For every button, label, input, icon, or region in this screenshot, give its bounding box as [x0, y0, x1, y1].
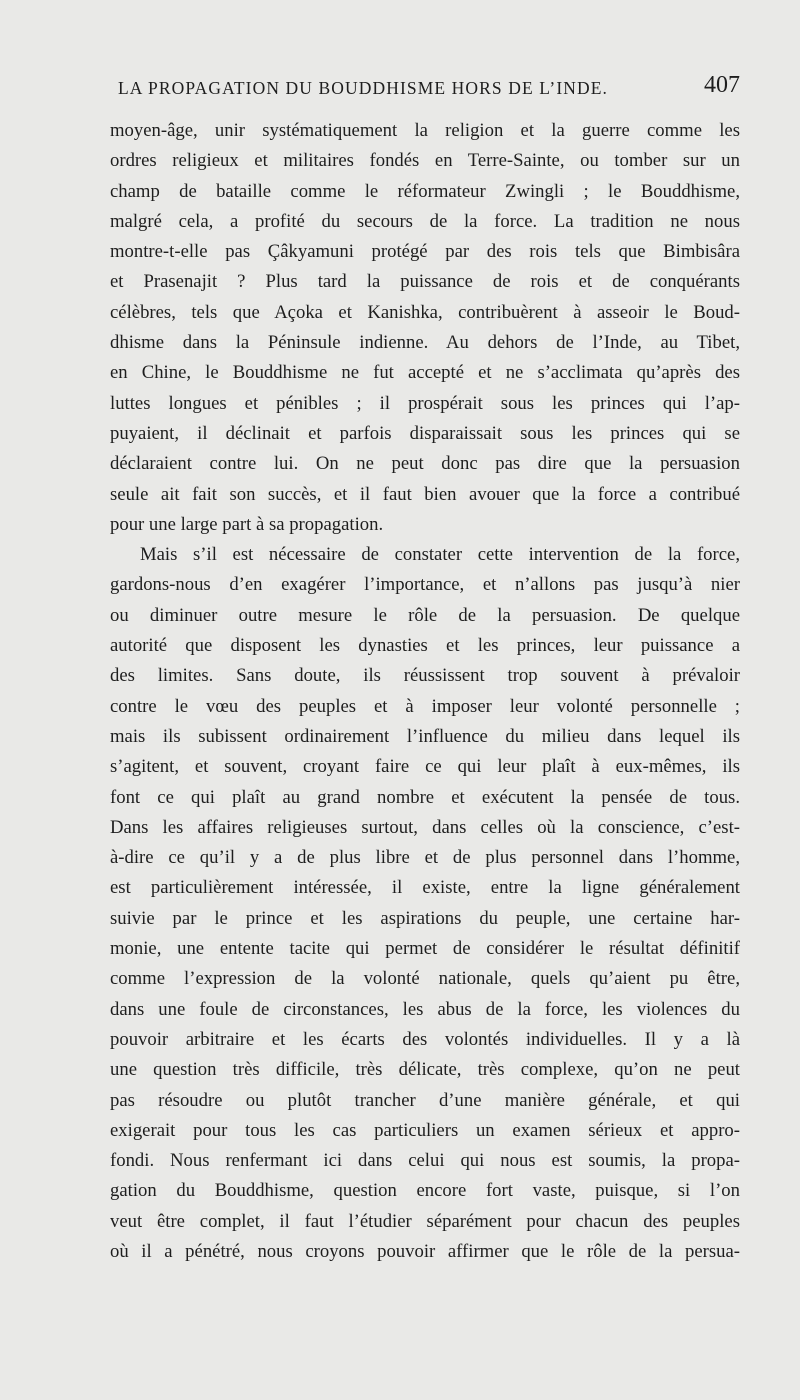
text-line: contre le vœu des peuples et à imposer leur volonté personnelle ; [110, 695, 740, 717]
body-text [110, 116, 740, 1267]
text-line: pour une large part à sa propagation. [110, 513, 384, 535]
text-line: font ce qui plaît au grand nombre et exécutent la pensée de tous. [110, 786, 740, 808]
text-line: suivie par le prince et les aspirations du peuple, une certaine har- [110, 907, 740, 929]
text-line: exigerait pour tous les cas particuliers un examen sérieux et appro- [110, 1119, 740, 1141]
text-line: montre-t-elle pas Çâkyamuni protégé par des rois tels que Bimbisâra [110, 241, 740, 263]
text-line: moyen-âge, unir systématiquement la religion et la guerre comme les [110, 120, 740, 141]
text-line: pouvoir arbitraire et les écarts des volontés individuelles. Il y a là [110, 1028, 740, 1050]
text-line: malgré cela, a profité du secours de la force. La tradition ne nous [110, 210, 740, 232]
text-line: déclaraient contre lui. On ne peut donc pas dire que la persuasion [110, 453, 740, 475]
text-line: est particulièrement intéressée, il existe, entre la ligne généralement [110, 877, 740, 899]
text-line: dans une foule de circonstances, les abus de la force, les violences du [110, 998, 740, 1020]
text-line: pas résoudre ou plutôt trancher d’une manière générale, et qui [110, 1089, 740, 1111]
text-line: gation du Bouddhisme, question encore fort vaste, puisque, si l’on [110, 1180, 740, 1202]
text-line: ordres religieux et militaires fondés en Terre-Sainte, ou tomber sur un [110, 150, 740, 172]
text-line: fondi. Nous renfermant ici dans celui qui nous est soumis, la propa- [110, 1150, 740, 1172]
text-line: comme l’expression de la volonté nationale, quels qu’aient pu être, [110, 968, 740, 990]
running-head: LA PROPAGATION DU BOUDDHISME HORS DE L’INDE. [118, 78, 608, 98]
text-line: seule ait fait son succès, et il faut bien avouer que la force a contribué [110, 483, 740, 505]
text-line: s’agitent, et souvent, croyant faire ce qui leur plaît à eux-mêmes, ils [110, 756, 740, 778]
text-line: ou diminuer outre mesure le rôle de la persuasion. De quelque [110, 604, 740, 626]
text-line: et Prasenajit ? Plus tard la puissance de rois et de conquérants [110, 271, 740, 293]
text-line: veut être complet, il faut l’étudier séparément pour chacun des peuples [110, 1210, 740, 1232]
text-line: autorité que disposent les dynasties et les princes, leur puissance a [110, 635, 740, 657]
text-line: où il a pénétré, nous croyons pouvoir affirmer que le rôle de la persua- [110, 1240, 740, 1262]
text-line: à-dire ce qu’il y a de plus libre et de plus personnel dans l’homme, [110, 847, 740, 869]
page-header [110, 72, 740, 108]
text-line: en Chine, le Bouddhisme ne fut accepté et ne s’acclimata qu’après des [110, 362, 740, 384]
text-line: luttes longues et pénibles ; il prospérait sous les princes qui l’ap- [110, 392, 740, 414]
paragraph-first-line: Mais s’il est nécessaire de constater cette intervention de la force, [140, 544, 740, 566]
text-line: une question très difficile, très délicate, très complexe, qu’on ne peut [110, 1059, 740, 1081]
text-line: monie, une entente tacite qui permet de considérer le résultat définitif [110, 938, 740, 960]
text-line: Dans les affaires religieuses surtout, dans celles où la conscience, c’est- [110, 816, 740, 838]
page-number: 407 [704, 72, 740, 98]
text-line: des limites. Sans doute, ils réussissent trop souvent à prévaloir [110, 665, 740, 687]
text-line: dhisme dans la Péninsule indienne. Au dehors de l’Inde, au Tibet, [110, 332, 740, 354]
text-line: puyaient, il déclinait et parfois disparaissait sous les princes qui se [110, 422, 740, 444]
text-line: mais ils subissent ordinairement l’influence du milieu dans lequel ils [110, 725, 740, 747]
text-line: champ de bataille comme le réformateur Zwingli ; le Bouddhisme, [110, 180, 740, 202]
text-line: gardons-nous d’en exagérer l’importance, et n’allons pas jusqu’à nier [110, 574, 740, 596]
text-line: célèbres, tels que Açoka et Kanishka, contribuèrent à asseoir le Boud- [110, 301, 740, 323]
